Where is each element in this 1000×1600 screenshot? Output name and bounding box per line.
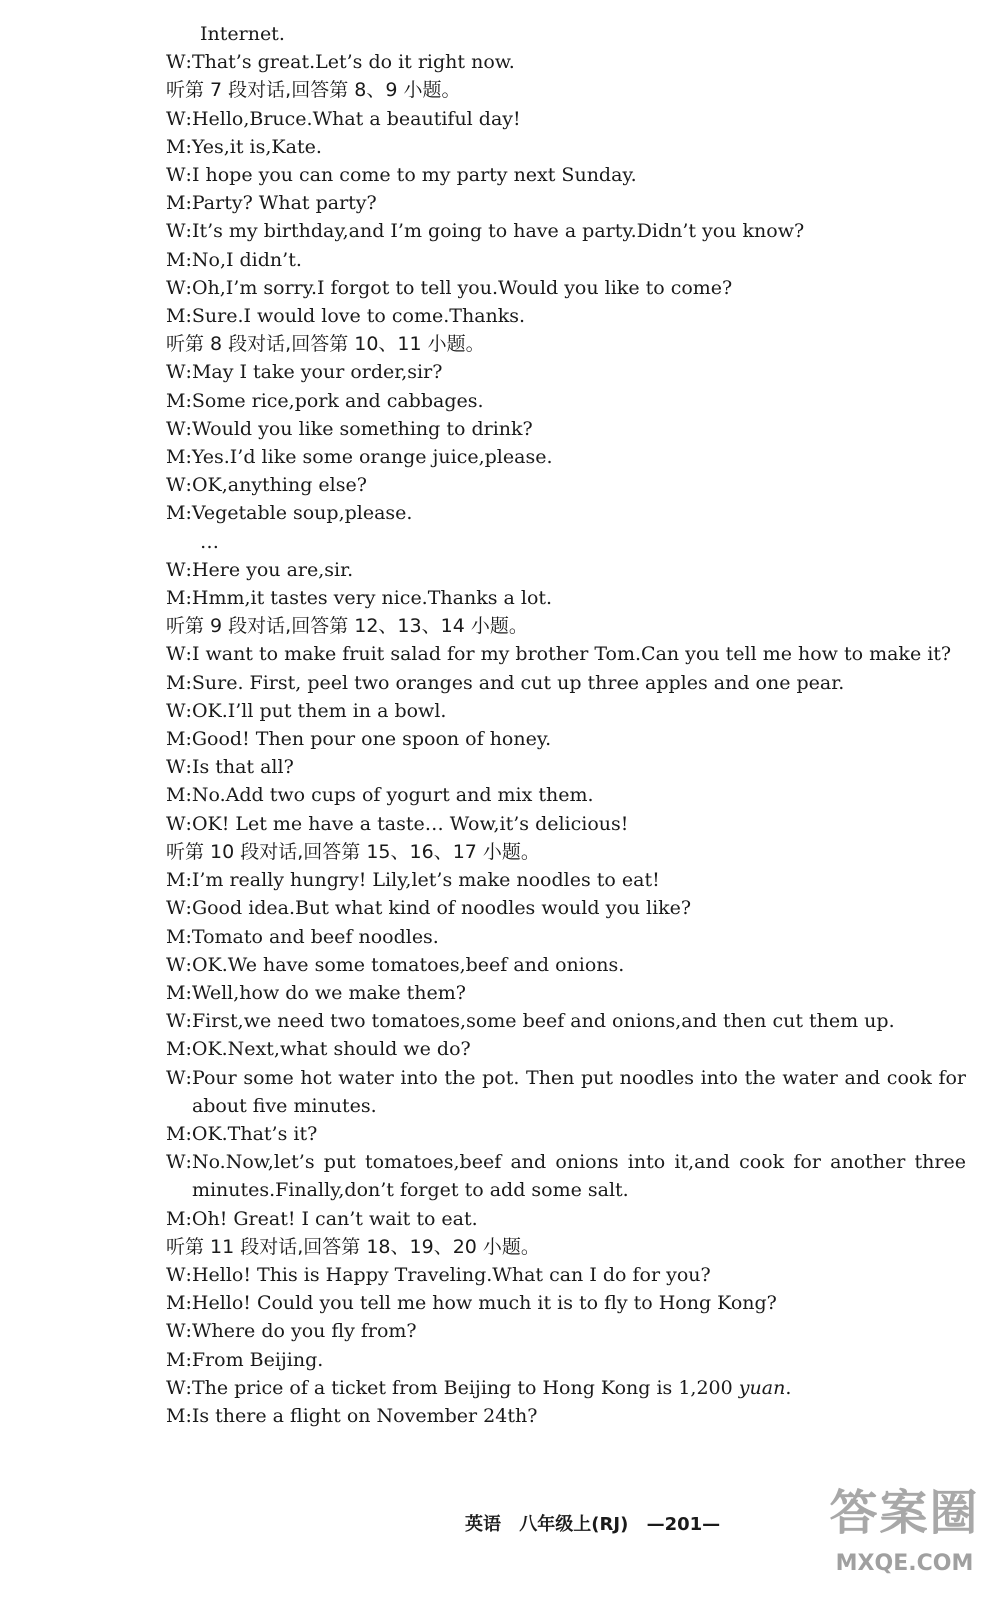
speaker-label: W bbox=[166, 220, 186, 243]
speaker-label: M bbox=[166, 1122, 186, 1145]
dialog-line bbox=[166, 669, 966, 697]
utterance-text: OK! Let me have a taste… Wow,it’s delicious! bbox=[191, 812, 629, 835]
speaker-label: M bbox=[166, 192, 186, 215]
speaker-label: W bbox=[166, 1151, 186, 1174]
speaker-colon: : bbox=[185, 1292, 192, 1315]
dialog-line bbox=[166, 1148, 966, 1204]
speaker-label: W bbox=[166, 699, 186, 722]
speaker-colon: : bbox=[185, 220, 192, 243]
dialog-line bbox=[166, 471, 966, 499]
utterance-text: First,we need two tomatoes,some beef and onions,and then cut them up. bbox=[191, 1010, 895, 1033]
utterance-text: Tomato and beef noodles. bbox=[191, 925, 439, 948]
speaker-label: W bbox=[166, 361, 186, 384]
dialog-line bbox=[166, 105, 966, 133]
utterance-text: Is there a flight on November 24th? bbox=[191, 1404, 538, 1427]
dialog-line bbox=[166, 415, 966, 443]
speaker-label: M bbox=[166, 869, 186, 892]
utterance-text: No.Add two cups of yogurt and mix them. bbox=[191, 784, 594, 807]
speaker-colon: : bbox=[185, 1122, 192, 1145]
speaker-label: W bbox=[166, 1010, 186, 1033]
dialog-line bbox=[166, 161, 966, 189]
speaker-colon: : bbox=[185, 728, 192, 751]
utterance-text: The price of a ticket from Beijing to Hong Kong is 1,200 yuan. bbox=[191, 1376, 792, 1399]
speaker-label: W bbox=[166, 474, 186, 497]
utterance-text: Good! Then pour one spoon of honey. bbox=[191, 728, 552, 751]
speaker-colon: : bbox=[185, 925, 192, 948]
dialog-line bbox=[166, 1261, 966, 1289]
dialog-line bbox=[166, 387, 966, 415]
utterance-text: Vegetable soup,please. bbox=[191, 502, 413, 525]
dialog-line bbox=[166, 781, 966, 809]
dialog-line bbox=[166, 217, 966, 245]
currency-word: yuan bbox=[738, 1376, 786, 1399]
utterance-text: Sure. First, peel two oranges and cut up three apples and one pear. bbox=[191, 671, 845, 694]
speaker-label: M bbox=[166, 1348, 186, 1371]
utterance-text: Sure.I would love to come.Thanks. bbox=[191, 305, 526, 328]
utterance-text: Oh! Great! I can’t wait to eat. bbox=[191, 1207, 478, 1230]
utterance-text: Hello! Could you tell me how much it is to fly to Hong Kong? bbox=[191, 1292, 777, 1315]
utterance-text: I’m really hungry! Lily,let’s make noodles to eat! bbox=[191, 869, 660, 892]
utterance-text: Yes.I’d like some orange juice,please. bbox=[191, 446, 553, 469]
utterance-text: It’s my birthday,and I’m going to have a party.Didn’t you know? bbox=[191, 220, 805, 243]
dialog-line bbox=[166, 1064, 966, 1120]
speaker-label: M bbox=[166, 728, 186, 751]
speaker-label: W bbox=[166, 1263, 186, 1286]
speaker-colon: : bbox=[185, 51, 192, 74]
utterance-text: OK,anything else? bbox=[191, 474, 367, 497]
speaker-colon: : bbox=[185, 897, 192, 920]
speaker-label: M bbox=[166, 446, 186, 469]
utterance-text: Well,how do we make them? bbox=[191, 981, 466, 1004]
utterance-text: Where do you fly from? bbox=[191, 1320, 417, 1343]
dialog-line bbox=[166, 725, 966, 753]
utterance-text: Hello! This is Happy Traveling.What can I do for you? bbox=[191, 1263, 711, 1286]
utterance-text: I hope you can come to my party next Sunday. bbox=[191, 164, 637, 187]
speaker-label: M bbox=[166, 305, 186, 328]
speaker-colon: : bbox=[185, 981, 192, 1004]
dialog-line bbox=[166, 556, 966, 584]
speaker-label: W bbox=[166, 1376, 186, 1399]
utterance-text: Pour some hot water into the pot. Then put noodles into the water and cook for about five minutes. bbox=[191, 1066, 966, 1117]
speaker-label: W bbox=[166, 756, 186, 779]
utterance-text: Some rice,pork and cabbages. bbox=[191, 389, 484, 412]
speaker-label: W bbox=[166, 276, 186, 299]
speaker-colon: : bbox=[185, 1010, 192, 1033]
utterance-text: May I take your order,sir? bbox=[191, 361, 443, 384]
dialog-line bbox=[166, 894, 966, 922]
utterance-text: Good idea.But what kind of noodles would you like? bbox=[191, 897, 692, 920]
speaker-colon: : bbox=[185, 417, 192, 440]
utterance-text: Oh,I’m sorry.I forgot to tell you.Would you like to come? bbox=[191, 276, 733, 299]
dialog-line bbox=[166, 1035, 966, 1063]
transcript-text bbox=[166, 20, 966, 1430]
speaker-label: M bbox=[166, 1292, 186, 1315]
speaker-label: M bbox=[166, 671, 186, 694]
footer-page-number: —201— bbox=[646, 1514, 721, 1535]
dialog-line bbox=[166, 302, 966, 330]
utterance-text: No,I didn’t. bbox=[191, 248, 302, 271]
utterance-text: I want to make fruit salad for my brother Tom.Can you tell me how to make it? bbox=[191, 643, 952, 666]
speaker-colon: : bbox=[185, 192, 192, 215]
speaker-colon: : bbox=[185, 671, 192, 694]
dialog-line bbox=[166, 951, 966, 979]
section-heading: 听第 9 段对话,回答第 12、13、14 小题。 bbox=[166, 615, 528, 638]
watermark-logo: 答案圈 bbox=[829, 1485, 980, 1541]
speaker-label: W bbox=[166, 558, 186, 581]
dialog-line bbox=[166, 697, 966, 725]
section-heading: 听第 11 段对话,回答第 18、19、20 小题。 bbox=[166, 1235, 540, 1258]
utterance-text: OK.We have some tomatoes,beef and onions. bbox=[191, 953, 625, 976]
dialog-line bbox=[166, 358, 966, 386]
dialog-line bbox=[166, 443, 966, 471]
utterance-text: Hello,Bruce.What a beautiful day! bbox=[191, 107, 521, 130]
dialog-line bbox=[166, 189, 966, 217]
speaker-colon: : bbox=[185, 812, 192, 835]
dialog-line bbox=[166, 1289, 966, 1317]
speaker-label: M bbox=[166, 389, 186, 412]
dialog-line bbox=[166, 1346, 966, 1374]
utterance-text: That’s great.Let’s do it right now. bbox=[191, 51, 515, 74]
utterance-text: OK.That’s it? bbox=[191, 1122, 318, 1145]
utterance-text: Party? What party? bbox=[191, 192, 377, 215]
section-heading: 听第 7 段对话,回答第 8、9 小题。 bbox=[166, 79, 461, 102]
speaker-colon: : bbox=[185, 248, 192, 271]
dialog-line bbox=[166, 979, 966, 1007]
speaker-colon: : bbox=[185, 474, 192, 497]
speaker-colon: : bbox=[185, 558, 192, 581]
dialog-line bbox=[166, 274, 966, 302]
dialog-line bbox=[166, 48, 966, 76]
footer-subject: 英语 bbox=[465, 1514, 501, 1535]
speaker-colon: : bbox=[185, 135, 192, 158]
speaker-colon: : bbox=[185, 1320, 192, 1343]
footer-grade: 八年级上(RJ) bbox=[519, 1514, 629, 1535]
watermark-url: MXQE.COM bbox=[835, 1551, 974, 1576]
utterance-text: From Beijing. bbox=[191, 1348, 324, 1371]
speaker-colon: : bbox=[185, 1263, 192, 1286]
speaker-label: W bbox=[166, 897, 186, 920]
speaker-label: M bbox=[166, 1207, 186, 1230]
speaker-label: W bbox=[166, 1066, 186, 1089]
page-footer bbox=[465, 1510, 732, 1536]
dialog-line bbox=[166, 923, 966, 951]
utterance-text: Yes,it is,Kate. bbox=[191, 135, 322, 158]
speaker-label: W bbox=[166, 51, 186, 74]
speaker-colon: : bbox=[185, 699, 192, 722]
dialog-line bbox=[166, 866, 966, 894]
dialog-line bbox=[166, 133, 966, 161]
speaker-colon: : bbox=[185, 1404, 192, 1427]
speaker-colon: : bbox=[185, 1038, 192, 1061]
speaker-colon: : bbox=[185, 446, 192, 469]
utterance-text: No.Now,let’s put tomatoes,beef and onions into it,and cook for another three minutes.Finally,don’t forget to add some salt. bbox=[191, 1151, 966, 1202]
speaker-colon: : bbox=[185, 305, 192, 328]
section-heading: 听第 8 段对话,回答第 10、11 小题。 bbox=[166, 333, 485, 356]
speaker-colon: : bbox=[185, 107, 192, 130]
speaker-label: W bbox=[166, 1320, 186, 1343]
speaker-colon: : bbox=[185, 164, 192, 187]
utterance-text: Is that all? bbox=[191, 756, 294, 779]
dialog-line bbox=[166, 1205, 966, 1233]
speaker-label: W bbox=[166, 953, 186, 976]
speaker-label: M bbox=[166, 981, 186, 1004]
speaker-label: W bbox=[166, 643, 186, 666]
speaker-label: M bbox=[166, 587, 186, 610]
speaker-colon: : bbox=[185, 869, 192, 892]
dialog-line bbox=[166, 1317, 966, 1345]
speaker-label: M bbox=[166, 248, 186, 271]
dialog-line bbox=[166, 753, 966, 781]
speaker-label: W bbox=[166, 164, 186, 187]
speaker-label: M bbox=[166, 1404, 186, 1427]
utterance-text: Here you are,sir. bbox=[191, 558, 354, 581]
dialog-line bbox=[166, 810, 966, 838]
dialog-line bbox=[166, 1402, 966, 1430]
dialog-line bbox=[166, 499, 966, 527]
speaker-colon: : bbox=[185, 953, 192, 976]
speaker-colon: : bbox=[185, 389, 192, 412]
dialog-line bbox=[166, 1374, 966, 1402]
speaker-colon: : bbox=[185, 1151, 192, 1174]
speaker-label: W bbox=[166, 812, 186, 835]
ellipsis-line: … bbox=[200, 530, 220, 553]
speaker-label: W bbox=[166, 107, 186, 130]
speaker-colon: : bbox=[185, 643, 192, 666]
dialog-line bbox=[166, 1120, 966, 1148]
speaker-colon: : bbox=[185, 502, 192, 525]
speaker-label: M bbox=[166, 135, 186, 158]
utterance-text: Would you like something to drink? bbox=[191, 417, 533, 440]
dialog-line bbox=[166, 584, 966, 612]
speaker-label: M bbox=[166, 784, 186, 807]
speaker-colon: : bbox=[185, 1376, 192, 1399]
utterance-text: OK.Next,what should we do? bbox=[191, 1038, 471, 1061]
dialog-line bbox=[166, 246, 966, 274]
speaker-colon: : bbox=[185, 361, 192, 384]
dialog-line bbox=[166, 1007, 966, 1035]
speaker-label: M bbox=[166, 925, 186, 948]
speaker-label: M bbox=[166, 1038, 186, 1061]
speaker-colon: : bbox=[185, 756, 192, 779]
speaker-label: M bbox=[166, 502, 186, 525]
utterance-text: Hmm,it tastes very nice.Thanks a lot. bbox=[191, 587, 553, 610]
dialog-line bbox=[166, 640, 966, 668]
speaker-colon: : bbox=[185, 276, 192, 299]
speaker-colon: : bbox=[185, 1207, 192, 1230]
utterance-text: OK.I’ll put them in a bowl. bbox=[191, 699, 447, 722]
continued-line: Internet. bbox=[200, 23, 285, 45]
speaker-colon: : bbox=[185, 587, 192, 610]
watermark bbox=[812, 1480, 997, 1598]
speaker-label: W bbox=[166, 417, 186, 440]
section-heading: 听第 10 段对话,回答第 15、16、17 小题。 bbox=[166, 840, 540, 863]
speaker-colon: : bbox=[185, 1066, 192, 1089]
speaker-colon: : bbox=[185, 1348, 192, 1371]
speaker-colon: : bbox=[185, 784, 192, 807]
